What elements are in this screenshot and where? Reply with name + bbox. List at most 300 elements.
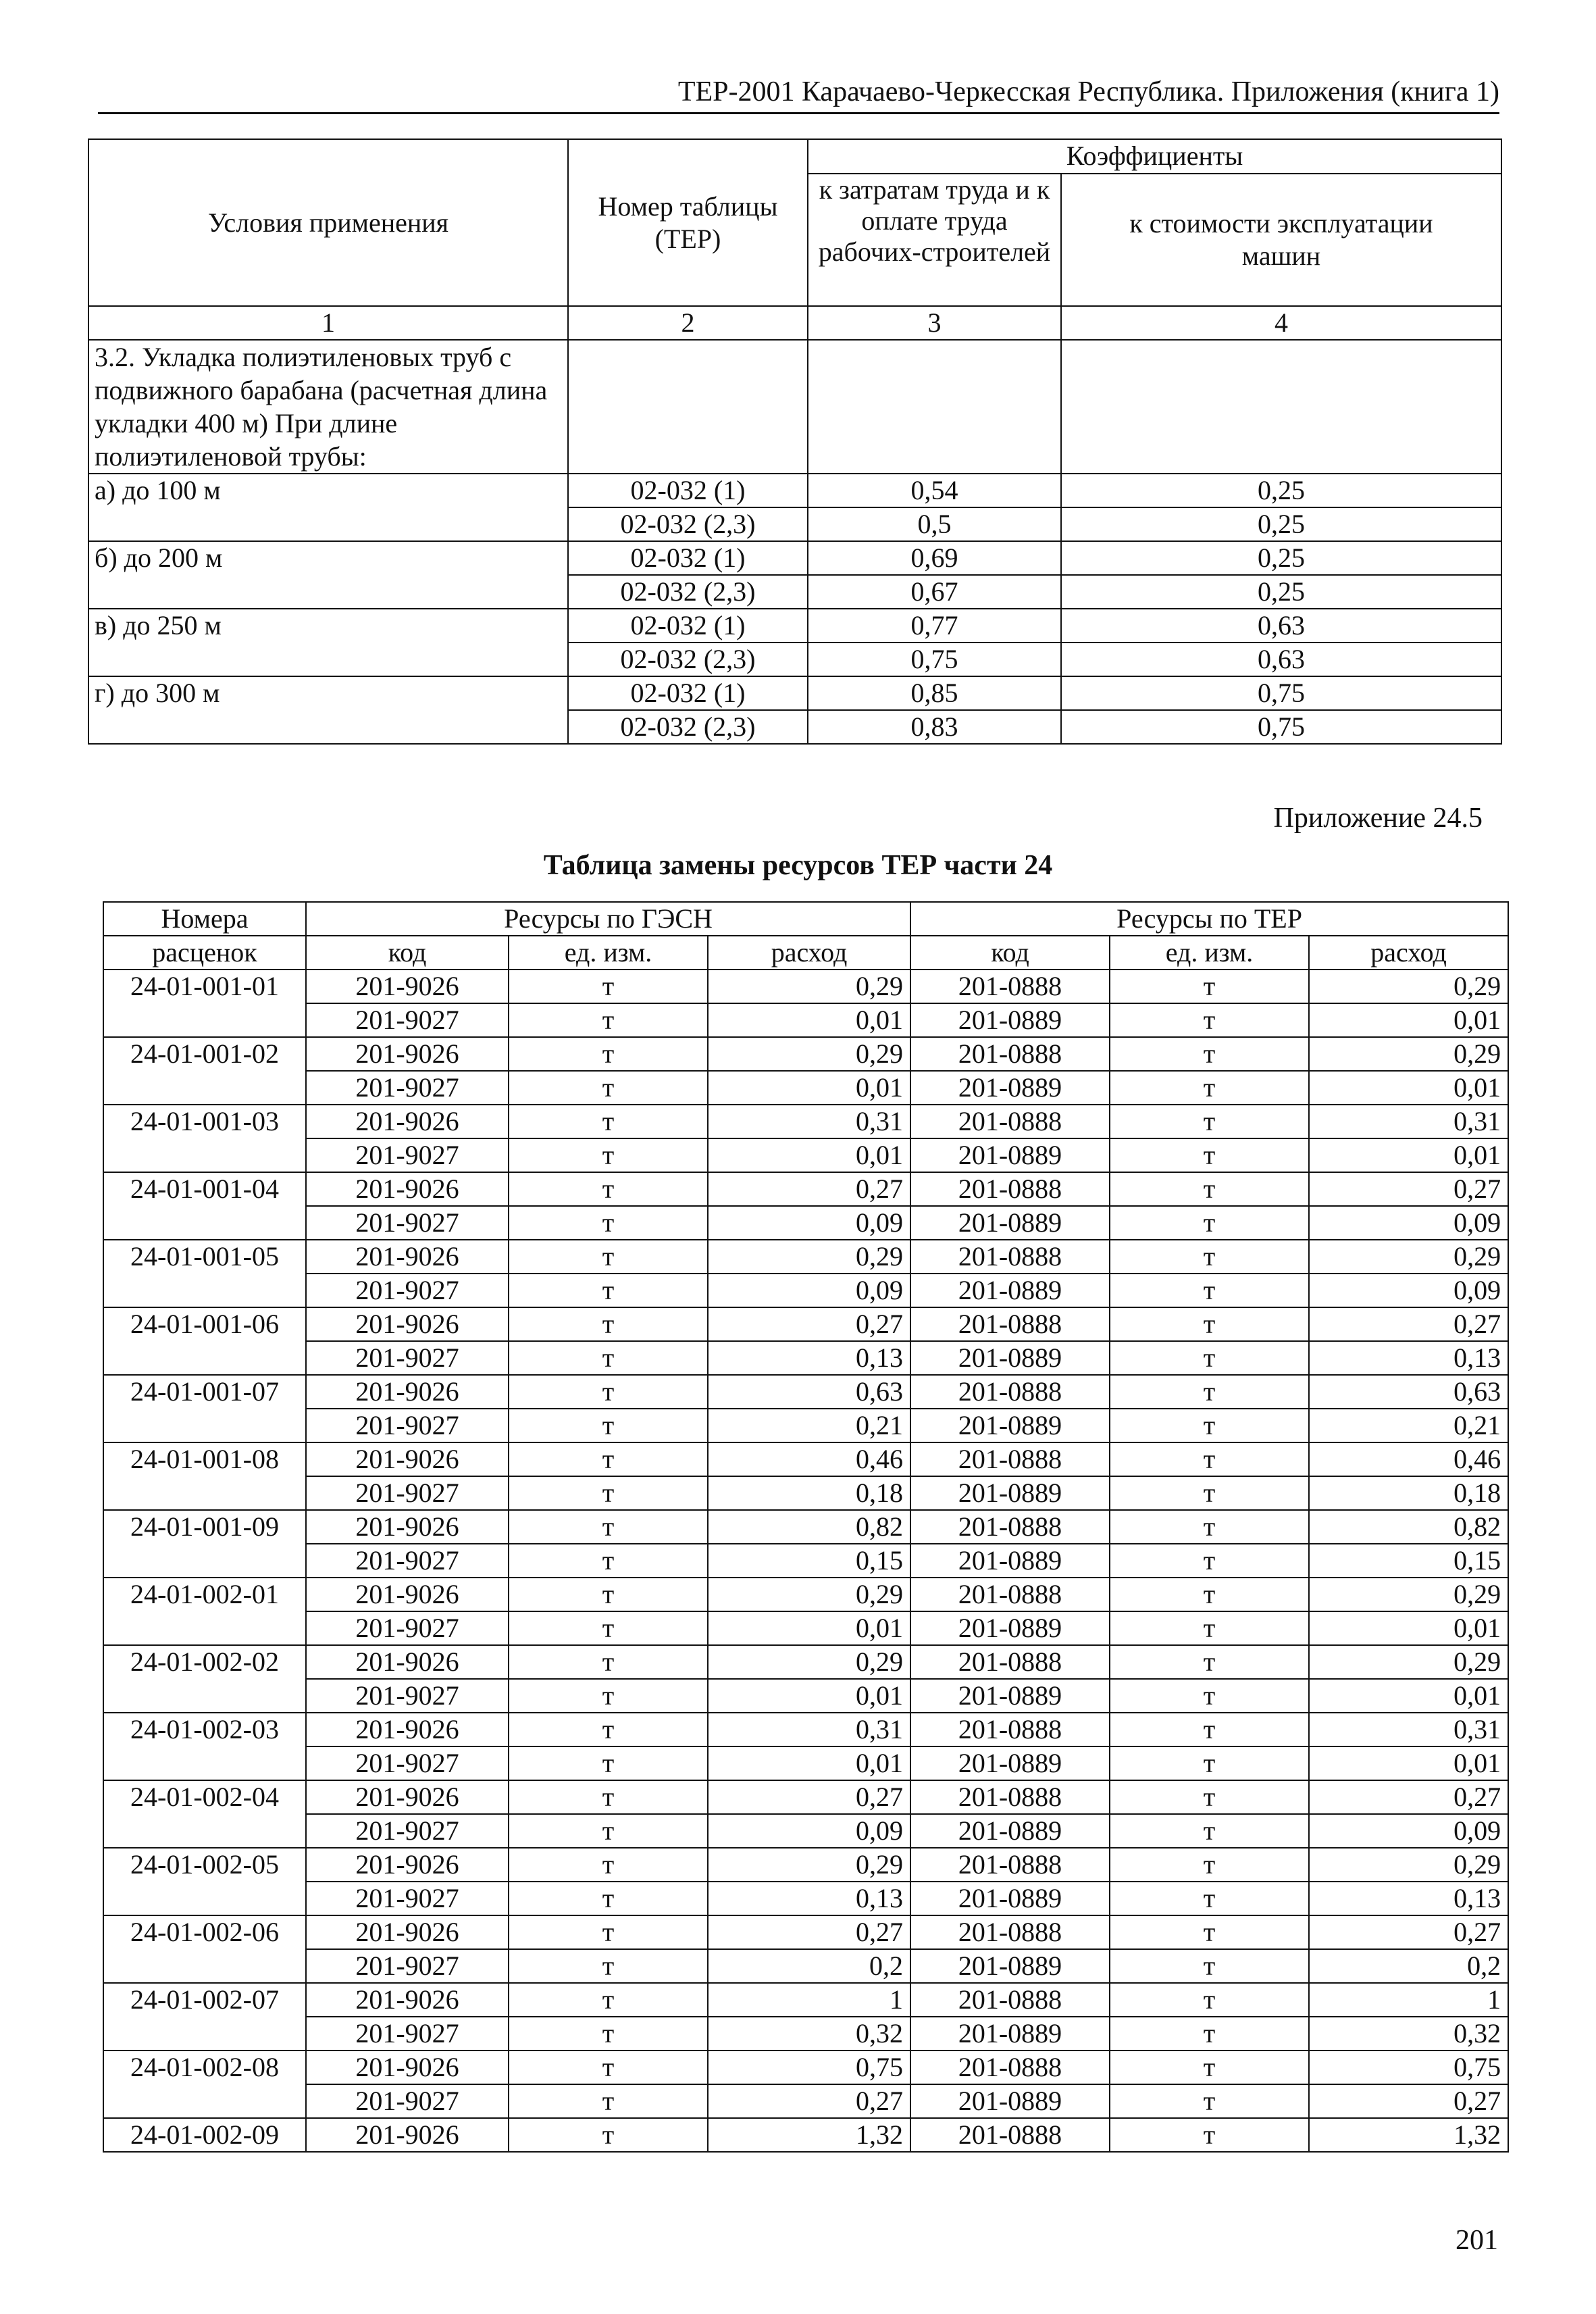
table-row bbox=[103, 1409, 1508, 1442]
ter-unit: т bbox=[1110, 1848, 1309, 1882]
ter-unit: т bbox=[1110, 1645, 1309, 1679]
gesn-code: 201-9026 bbox=[306, 2118, 509, 2152]
ter-amount: 0,29 bbox=[1309, 1578, 1508, 1611]
ter-unit: т bbox=[1110, 970, 1309, 1003]
gesn-code: 201-9027 bbox=[306, 1882, 509, 1915]
gesn-code: 201-9027 bbox=[306, 1138, 509, 1172]
length-condition: а) до 100 м bbox=[88, 474, 568, 541]
ter-unit: т bbox=[1110, 1375, 1309, 1409]
ter-code: 201-0888 bbox=[910, 1375, 1110, 1409]
table-row bbox=[103, 1307, 1508, 1341]
gesn-unit: т bbox=[509, 1071, 708, 1105]
machine-coefficient: 0,25 bbox=[1061, 507, 1501, 541]
coefficients-header-row bbox=[88, 139, 1501, 174]
gesn-code: 201-9026 bbox=[306, 970, 509, 1003]
coefficients-table bbox=[88, 139, 1502, 745]
gesn-code: 201-9027 bbox=[306, 1679, 509, 1713]
table-row bbox=[103, 1240, 1508, 1274]
gesn-unit: т bbox=[509, 1915, 708, 1949]
ter-code: 201-0889 bbox=[910, 1206, 1110, 1240]
table-row bbox=[103, 2084, 1508, 2118]
ter-code: 201-0888 bbox=[910, 1510, 1110, 1544]
ter-amount: 0,31 bbox=[1309, 1713, 1508, 1746]
ter-code: 201-0888 bbox=[910, 1037, 1110, 1071]
ter-amount: 1 bbox=[1309, 1983, 1508, 2017]
ter-amount: 0,29 bbox=[1309, 970, 1508, 1003]
table-row bbox=[103, 970, 1508, 1003]
ter-unit: т bbox=[1110, 1780, 1309, 1814]
ter-unit: т bbox=[1110, 1713, 1309, 1746]
ter-amount: 0,27 bbox=[1309, 1915, 1508, 1949]
gesn-code: 201-9027 bbox=[306, 1476, 509, 1510]
ter-amount: 0,09 bbox=[1309, 1814, 1508, 1848]
page-number: 201 bbox=[1456, 2225, 1498, 2256]
rate-number: 24-01-002-01 bbox=[103, 1578, 306, 1645]
gesn-code: 201-9026 bbox=[306, 1442, 509, 1476]
ter-code: 201-0889 bbox=[910, 2017, 1110, 2051]
ter-code: 201-0888 bbox=[910, 1780, 1110, 1814]
machine-coefficient: 0,63 bbox=[1061, 609, 1501, 643]
gesn-unit: т bbox=[509, 1746, 708, 1780]
ter-amount: 0,13 bbox=[1309, 1341, 1508, 1375]
gesn-code: 201-9026 bbox=[306, 1105, 509, 1138]
table-row bbox=[103, 1746, 1508, 1780]
table-row bbox=[103, 1915, 1508, 1949]
table-row bbox=[103, 1037, 1508, 1071]
ter-code: 201-0888 bbox=[910, 1105, 1110, 1138]
ter-unit: т bbox=[1110, 1341, 1309, 1375]
column-number: 2 bbox=[568, 306, 808, 340]
ter-unit: т bbox=[1110, 1409, 1309, 1442]
gesn-unit: т bbox=[509, 1037, 708, 1071]
rate-number: 24-01-002-04 bbox=[103, 1780, 306, 1848]
ter-unit: т bbox=[1110, 1476, 1309, 1510]
labor-coefficient: 0,5 bbox=[808, 507, 1061, 541]
rate-number: 24-01-001-06 bbox=[103, 1307, 306, 1375]
ter-amount: 0,29 bbox=[1309, 1037, 1508, 1071]
gesn-code: 201-9026 bbox=[306, 1645, 509, 1679]
ter-unit: т bbox=[1110, 1915, 1309, 1949]
ter-unit: т bbox=[1110, 1442, 1309, 1476]
gesn-amount: 0,29 bbox=[708, 1240, 910, 1274]
gesn-code: 201-9027 bbox=[306, 1274, 509, 1307]
ter-amount: 0,46 bbox=[1309, 1442, 1508, 1476]
gesn-unit: т bbox=[509, 1611, 708, 1645]
gesn-amount: 0,46 bbox=[708, 1442, 910, 1476]
column-number: 1 bbox=[88, 306, 568, 340]
gesn-unit: т bbox=[509, 1949, 708, 1983]
gesn-amount: 0,13 bbox=[708, 1882, 910, 1915]
gesn-amount: 0,32 bbox=[708, 2017, 910, 2051]
resource-replacement-table bbox=[103, 901, 1509, 2153]
gesn-code: 201-9027 bbox=[306, 2084, 509, 2118]
gesn-unit: т bbox=[509, 1983, 708, 2017]
labor-coefficient: 0,85 bbox=[808, 676, 1061, 710]
table-row bbox=[103, 1476, 1508, 1510]
gesn-code: 201-9027 bbox=[306, 1814, 509, 1848]
length-condition: б) до 200 м bbox=[88, 541, 568, 609]
ter-amount: 0,32 bbox=[1309, 2017, 1508, 2051]
ter-unit: т bbox=[1110, 1307, 1309, 1341]
gesn-code: 201-9026 bbox=[306, 1915, 509, 1949]
gesn-amount: 0,27 bbox=[708, 1780, 910, 1814]
gesn-unit: т bbox=[509, 2118, 708, 2152]
header-rule bbox=[98, 112, 1499, 114]
ter-code: 201-0889 bbox=[910, 1544, 1110, 1578]
header-ter-code: код bbox=[910, 936, 1110, 970]
table-row bbox=[103, 1645, 1508, 1679]
length-condition: в) до 250 м bbox=[88, 609, 568, 676]
ter-amount: 0,82 bbox=[1309, 1510, 1508, 1544]
labor-coefficient: 0,83 bbox=[808, 710, 1061, 744]
ter-amount: 0,18 bbox=[1309, 1476, 1508, 1510]
machine-coefficient: 0,25 bbox=[1061, 474, 1501, 507]
gesn-code: 201-9026 bbox=[306, 1037, 509, 1071]
labor-coefficient: 0,54 bbox=[808, 474, 1061, 507]
table-row bbox=[103, 1848, 1508, 1882]
gesn-unit: т bbox=[509, 1544, 708, 1578]
gesn-unit: т bbox=[509, 1274, 708, 1307]
running-header: ТЕР-2001 Карачаево-Черкесская Республика. Приложения (книга 1) bbox=[677, 76, 1499, 107]
ter-code: 201-0888 bbox=[910, 1442, 1110, 1476]
header-coefficients: Коэффициенты bbox=[808, 139, 1501, 174]
table-row bbox=[103, 1780, 1508, 1814]
rate-number: 24-01-001-05 bbox=[103, 1240, 306, 1307]
ter-unit: т bbox=[1110, 1071, 1309, 1105]
gesn-code: 201-9026 bbox=[306, 1172, 509, 1206]
section-row bbox=[88, 340, 1501, 474]
ter-code: 201-0888 bbox=[910, 1645, 1110, 1679]
rate-number: 24-01-002-05 bbox=[103, 1848, 306, 1915]
labor-coefficient: 0,67 bbox=[808, 575, 1061, 609]
header-ter-unit: ед. изм. bbox=[1110, 936, 1309, 970]
table-row bbox=[103, 1138, 1508, 1172]
gesn-unit: т bbox=[509, 1476, 708, 1510]
table-number: 02-032 (2,3) bbox=[568, 710, 808, 744]
rate-number: 24-01-002-08 bbox=[103, 2051, 306, 2118]
gesn-code: 201-9026 bbox=[306, 1375, 509, 1409]
table-number: 02-032 (2,3) bbox=[568, 643, 808, 676]
ter-unit: т bbox=[1110, 1138, 1309, 1172]
coefficient-row bbox=[88, 474, 1501, 507]
ter-code: 201-0889 bbox=[910, 1341, 1110, 1375]
labor-coefficient: 0,75 bbox=[808, 643, 1061, 676]
ter-unit: т bbox=[1110, 1105, 1309, 1138]
ter-code: 201-0888 bbox=[910, 1240, 1110, 1274]
column-number: 4 bbox=[1061, 306, 1501, 340]
ter-amount: 0,27 bbox=[1309, 1780, 1508, 1814]
ter-code: 201-0888 bbox=[910, 1713, 1110, 1746]
table-row bbox=[103, 1544, 1508, 1578]
ter-amount: 0,01 bbox=[1309, 1138, 1508, 1172]
gesn-amount: 0,27 bbox=[708, 1307, 910, 1341]
gesn-unit: т bbox=[509, 1442, 708, 1476]
header-table-number: Номер таблицы (ТЕР) bbox=[568, 139, 808, 306]
table-row bbox=[103, 1206, 1508, 1240]
ter-code: 201-0889 bbox=[910, 1071, 1110, 1105]
ter-code: 201-0888 bbox=[910, 1848, 1110, 1882]
column-number-row bbox=[88, 306, 1501, 340]
ter-code: 201-0889 bbox=[910, 1949, 1110, 1983]
gesn-unit: т bbox=[509, 1307, 708, 1341]
ter-amount: 1,32 bbox=[1309, 2118, 1508, 2152]
table-row bbox=[103, 2118, 1508, 2152]
ter-code: 201-0889 bbox=[910, 1003, 1110, 1037]
table-row bbox=[103, 1814, 1508, 1848]
ter-code: 201-0889 bbox=[910, 1814, 1110, 1848]
table-row bbox=[103, 1274, 1508, 1307]
ter-unit: т bbox=[1110, 1274, 1309, 1307]
ter-code: 201-0888 bbox=[910, 1172, 1110, 1206]
ter-unit: т bbox=[1110, 2084, 1309, 2118]
machine-coefficient: 0,25 bbox=[1061, 575, 1501, 609]
gesn-code: 201-9027 bbox=[306, 1003, 509, 1037]
ter-unit: т bbox=[1110, 1882, 1309, 1915]
column-number: 3 bbox=[808, 306, 1061, 340]
coefficient-row bbox=[88, 541, 1501, 575]
gesn-unit: т bbox=[509, 1848, 708, 1882]
header-gesn-amount: расход bbox=[708, 936, 910, 970]
table-row bbox=[103, 1071, 1508, 1105]
table-row bbox=[103, 1611, 1508, 1645]
gesn-amount: 0,63 bbox=[708, 1375, 910, 1409]
resource-subheader-row bbox=[103, 936, 1508, 970]
section-title: 3.2. Укладка полиэтиленовых труб с подвижного барабана (расчетная длина укладки 400 м) При длине полиэтиленовой трубы: bbox=[88, 340, 568, 474]
gesn-unit: т bbox=[509, 1409, 708, 1442]
empty-cell bbox=[568, 340, 808, 474]
ter-amount: 0,27 bbox=[1309, 1172, 1508, 1206]
gesn-code: 201-9026 bbox=[306, 1578, 509, 1611]
table-row bbox=[103, 1510, 1508, 1544]
table-row bbox=[103, 1003, 1508, 1037]
gesn-amount: 0,82 bbox=[708, 1510, 910, 1544]
gesn-unit: т bbox=[509, 1003, 708, 1037]
rate-number: 24-01-001-08 bbox=[103, 1442, 306, 1510]
machine-coefficient: 0,25 bbox=[1061, 541, 1501, 575]
resource-header-row bbox=[103, 902, 1508, 936]
gesn-amount: 0,15 bbox=[708, 1544, 910, 1578]
length-condition: г) до 300 м bbox=[88, 676, 568, 744]
header-gesn-unit: ед. изм. bbox=[509, 936, 708, 970]
table-row bbox=[103, 1983, 1508, 2017]
ter-unit: т bbox=[1110, 1206, 1309, 1240]
gesn-amount: 0,21 bbox=[708, 1409, 910, 1442]
labor-coefficient: 0,69 bbox=[808, 541, 1061, 575]
gesn-unit: т bbox=[509, 2084, 708, 2118]
gesn-code: 201-9026 bbox=[306, 2051, 509, 2084]
ter-code: 201-0888 bbox=[910, 2051, 1110, 2084]
ter-amount: 0,01 bbox=[1309, 1071, 1508, 1105]
table-number: 02-032 (1) bbox=[568, 541, 808, 575]
gesn-amount: 0,27 bbox=[708, 1915, 910, 1949]
coefficient-row bbox=[88, 676, 1501, 710]
gesn-code: 201-9027 bbox=[306, 1071, 509, 1105]
gesn-code: 201-9027 bbox=[306, 1611, 509, 1645]
table-row bbox=[103, 1949, 1508, 1983]
gesn-unit: т bbox=[509, 1240, 708, 1274]
header-numbers-line1: Номера bbox=[103, 902, 306, 936]
ter-unit: т bbox=[1110, 1983, 1309, 2017]
table-number: 02-032 (2,3) bbox=[568, 575, 808, 609]
table-number: 02-032 (1) bbox=[568, 474, 808, 507]
ter-code: 201-0889 bbox=[910, 1746, 1110, 1780]
ter-unit: т bbox=[1110, 1003, 1309, 1037]
gesn-code: 201-9027 bbox=[306, 2017, 509, 2051]
header-labor: к затратам труда и к оплате труда рабочих-строителей bbox=[808, 174, 1061, 306]
table-row bbox=[103, 1375, 1508, 1409]
ter-code: 201-0889 bbox=[910, 1679, 1110, 1713]
ter-unit: т bbox=[1110, 1544, 1309, 1578]
gesn-amount: 0,29 bbox=[708, 1578, 910, 1611]
ter-code: 201-0888 bbox=[910, 1578, 1110, 1611]
ter-code: 201-0889 bbox=[910, 2084, 1110, 2118]
ter-unit: т bbox=[1110, 2017, 1309, 2051]
ter-unit: т bbox=[1110, 1679, 1309, 1713]
gesn-amount: 0,31 bbox=[708, 1105, 910, 1138]
ter-amount: 0,27 bbox=[1309, 1307, 1508, 1341]
gesn-amount: 0,2 bbox=[708, 1949, 910, 1983]
ter-amount: 0,13 bbox=[1309, 1882, 1508, 1915]
table-row bbox=[103, 1578, 1508, 1611]
rate-number: 24-01-002-06 bbox=[103, 1915, 306, 1983]
ter-unit: т bbox=[1110, 1578, 1309, 1611]
gesn-amount: 0,75 bbox=[708, 2051, 910, 2084]
coefficient-row bbox=[88, 609, 1501, 643]
gesn-unit: т bbox=[509, 2017, 708, 2051]
gesn-amount: 0,18 bbox=[708, 1476, 910, 1510]
rate-number: 24-01-002-02 bbox=[103, 1645, 306, 1713]
gesn-amount: 1 bbox=[708, 1983, 910, 2017]
table-number: 02-032 (1) bbox=[568, 676, 808, 710]
ter-unit: т bbox=[1110, 1746, 1309, 1780]
ter-amount: 0,21 bbox=[1309, 1409, 1508, 1442]
gesn-code: 201-9027 bbox=[306, 1409, 509, 1442]
gesn-amount: 0,29 bbox=[708, 1848, 910, 1882]
gesn-code: 201-9026 bbox=[306, 1713, 509, 1746]
gesn-amount: 0,29 bbox=[708, 1645, 910, 1679]
rate-number: 24-01-002-07 bbox=[103, 1983, 306, 2051]
ter-amount: 0,29 bbox=[1309, 1240, 1508, 1274]
machine-coefficient: 0,75 bbox=[1061, 710, 1501, 744]
empty-cell bbox=[1061, 340, 1501, 474]
ter-code: 201-0888 bbox=[910, 2118, 1110, 2152]
gesn-code: 201-9026 bbox=[306, 1780, 509, 1814]
gesn-amount: 0,31 bbox=[708, 1713, 910, 1746]
gesn-amount: 0,29 bbox=[708, 1037, 910, 1071]
gesn-amount: 0,01 bbox=[708, 1003, 910, 1037]
ter-unit: т bbox=[1110, 1172, 1309, 1206]
ter-unit: т bbox=[1110, 1510, 1309, 1544]
ter-amount: 0,01 bbox=[1309, 1679, 1508, 1713]
ter-amount: 0,2 bbox=[1309, 1949, 1508, 1983]
gesn-code: 201-9026 bbox=[306, 1848, 509, 1882]
ter-code: 201-0889 bbox=[910, 1409, 1110, 1442]
header-conditions: Условия применения bbox=[88, 139, 568, 306]
ter-code: 201-0889 bbox=[910, 1882, 1110, 1915]
gesn-amount: 0,29 bbox=[708, 970, 910, 1003]
gesn-unit: т bbox=[509, 1780, 708, 1814]
gesn-amount: 0,27 bbox=[708, 2084, 910, 2118]
ter-amount: 0,75 bbox=[1309, 2051, 1508, 2084]
ter-amount: 0,31 bbox=[1309, 1105, 1508, 1138]
gesn-unit: т bbox=[509, 1814, 708, 1848]
header-machines: к стоимости эксплуатации машин bbox=[1061, 174, 1501, 306]
rate-number: 24-01-001-04 bbox=[103, 1172, 306, 1240]
ter-code: 201-0889 bbox=[910, 1611, 1110, 1645]
ter-unit: т bbox=[1110, 1949, 1309, 1983]
ter-unit: т bbox=[1110, 2051, 1309, 2084]
gesn-amount: 0,01 bbox=[708, 1138, 910, 1172]
table-number: 02-032 (2,3) bbox=[568, 507, 808, 541]
ter-unit: т bbox=[1110, 1037, 1309, 1071]
ter-amount: 0,09 bbox=[1309, 1206, 1508, 1240]
ter-code: 201-0888 bbox=[910, 1983, 1110, 2017]
ter-code: 201-0889 bbox=[910, 1476, 1110, 1510]
gesn-amount: 0,01 bbox=[708, 1611, 910, 1645]
rate-number: 24-01-001-02 bbox=[103, 1037, 306, 1105]
table-row bbox=[103, 1341, 1508, 1375]
gesn-unit: т bbox=[509, 1713, 708, 1746]
table-row bbox=[103, 2017, 1508, 2051]
ter-code: 201-0889 bbox=[910, 1274, 1110, 1307]
gesn-amount: 0,09 bbox=[708, 1274, 910, 1307]
empty-cell bbox=[808, 340, 1061, 474]
ter-unit: т bbox=[1110, 1611, 1309, 1645]
table-row bbox=[103, 2051, 1508, 2084]
table-row bbox=[103, 1882, 1508, 1915]
rate-number: 24-01-002-09 bbox=[103, 2118, 306, 2152]
ter-amount: 0,01 bbox=[1309, 1746, 1508, 1780]
gesn-code: 201-9027 bbox=[306, 1341, 509, 1375]
gesn-unit: т bbox=[509, 1645, 708, 1679]
gesn-code: 201-9027 bbox=[306, 1544, 509, 1578]
gesn-amount: 0,01 bbox=[708, 1679, 910, 1713]
ter-amount: 0,29 bbox=[1309, 1848, 1508, 1882]
header-numbers-line2: расценок bbox=[103, 936, 306, 970]
gesn-unit: т bbox=[509, 970, 708, 1003]
gesn-unit: т bbox=[509, 1375, 708, 1409]
gesn-unit: т bbox=[509, 1206, 708, 1240]
gesn-unit: т bbox=[509, 1138, 708, 1172]
gesn-code: 201-9027 bbox=[306, 1206, 509, 1240]
gesn-code: 201-9026 bbox=[306, 1240, 509, 1274]
table-row bbox=[103, 1442, 1508, 1476]
rate-number: 24-01-001-03 bbox=[103, 1105, 306, 1172]
ter-unit: т bbox=[1110, 2118, 1309, 2152]
table-title: Таблица замены ресурсов ТЕР части 24 bbox=[543, 850, 1053, 881]
gesn-code: 201-9027 bbox=[306, 1949, 509, 1983]
ter-unit: т bbox=[1110, 1814, 1309, 1848]
gesn-unit: т bbox=[509, 1679, 708, 1713]
rate-number: 24-01-001-01 bbox=[103, 970, 306, 1037]
header-ter-amount: расход bbox=[1309, 936, 1508, 970]
gesn-unit: т bbox=[509, 1341, 708, 1375]
table-row bbox=[103, 1105, 1508, 1138]
machine-coefficient: 0,75 bbox=[1061, 676, 1501, 710]
labor-coefficient: 0,77 bbox=[808, 609, 1061, 643]
gesn-unit: т bbox=[509, 1578, 708, 1611]
gesn-amount: 0,01 bbox=[708, 1746, 910, 1780]
table-number: 02-032 (1) bbox=[568, 609, 808, 643]
table-row bbox=[103, 1679, 1508, 1713]
ter-amount: 0,09 bbox=[1309, 1274, 1508, 1307]
rate-number: 24-01-001-07 bbox=[103, 1375, 306, 1442]
ter-amount: 0,27 bbox=[1309, 2084, 1508, 2118]
ter-code: 201-0889 bbox=[910, 1138, 1110, 1172]
ter-amount: 0,15 bbox=[1309, 1544, 1508, 1578]
gesn-unit: т bbox=[509, 2051, 708, 2084]
gesn-amount: 0,09 bbox=[708, 1814, 910, 1848]
